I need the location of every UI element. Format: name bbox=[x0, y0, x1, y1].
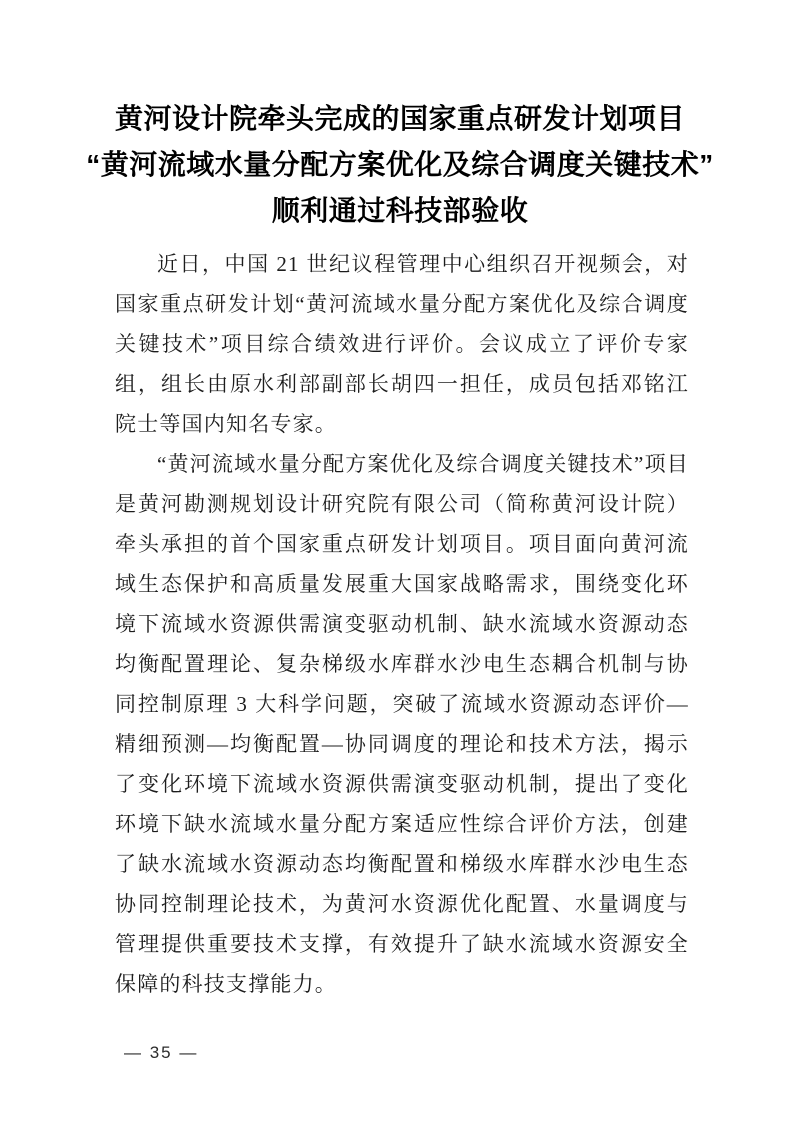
title-line-2: “黄河流域水量分配方案优化及综合调度关键技术” bbox=[86, 149, 714, 180]
document-body bbox=[115, 244, 689, 1004]
title-line-1: 黄河设计院牵头完成的国家重点研发计划项目 bbox=[114, 103, 685, 134]
document-title bbox=[0, 0, 800, 234]
title-line-3: 顺利通过科技部验收 bbox=[271, 195, 529, 226]
body-paragraph-1: 近日，中国 21 世纪议程管理中心组织召开视频会，对国家重点研发计划“黄河流域水量分配方案优化及综合调度关键技术”项目综合绩效进行评价。会议成立了评价专家组，组长由原水利部副部长胡四一担任，成员包括邓铭江院士等国内知名专家。 bbox=[115, 252, 689, 436]
body-paragraph-2: “黄河流域水量分配方案优化及综合调度关键技术”项目是黄河勘测规划设计研究院有限公司（简称黄河设计院）牵头承担的首个国家重点研发计划项目。项目面向黄河流域生态保护和高质量发展重大国家战略需求，围绕变化环境下流域水资源供需演变驱动机制、缺水流域水资源动态均衡配置理论、复杂梯级水库群水沙电生态耦合机制与协同控制原理 3 大科学问题，突破了流域水资源动态评价—精细预测—均衡配置—协同调度的理论和技术方法，揭示了变化环境下流域水资源供需演变驱动机制，提出了变化环境下缺水流域水量分配方案适应性综合评价方法，创建了缺水流域水资源动态均衡配置和梯级水库群水沙电生态协同控制理论技术，为黄河水资源优化配置、水量调度与管理提供重要技术支撑，有效提升了缺水流域水资源安全保障的科技支撑能力。 bbox=[115, 452, 689, 996]
page-number: — 35 — bbox=[124, 1043, 199, 1062]
